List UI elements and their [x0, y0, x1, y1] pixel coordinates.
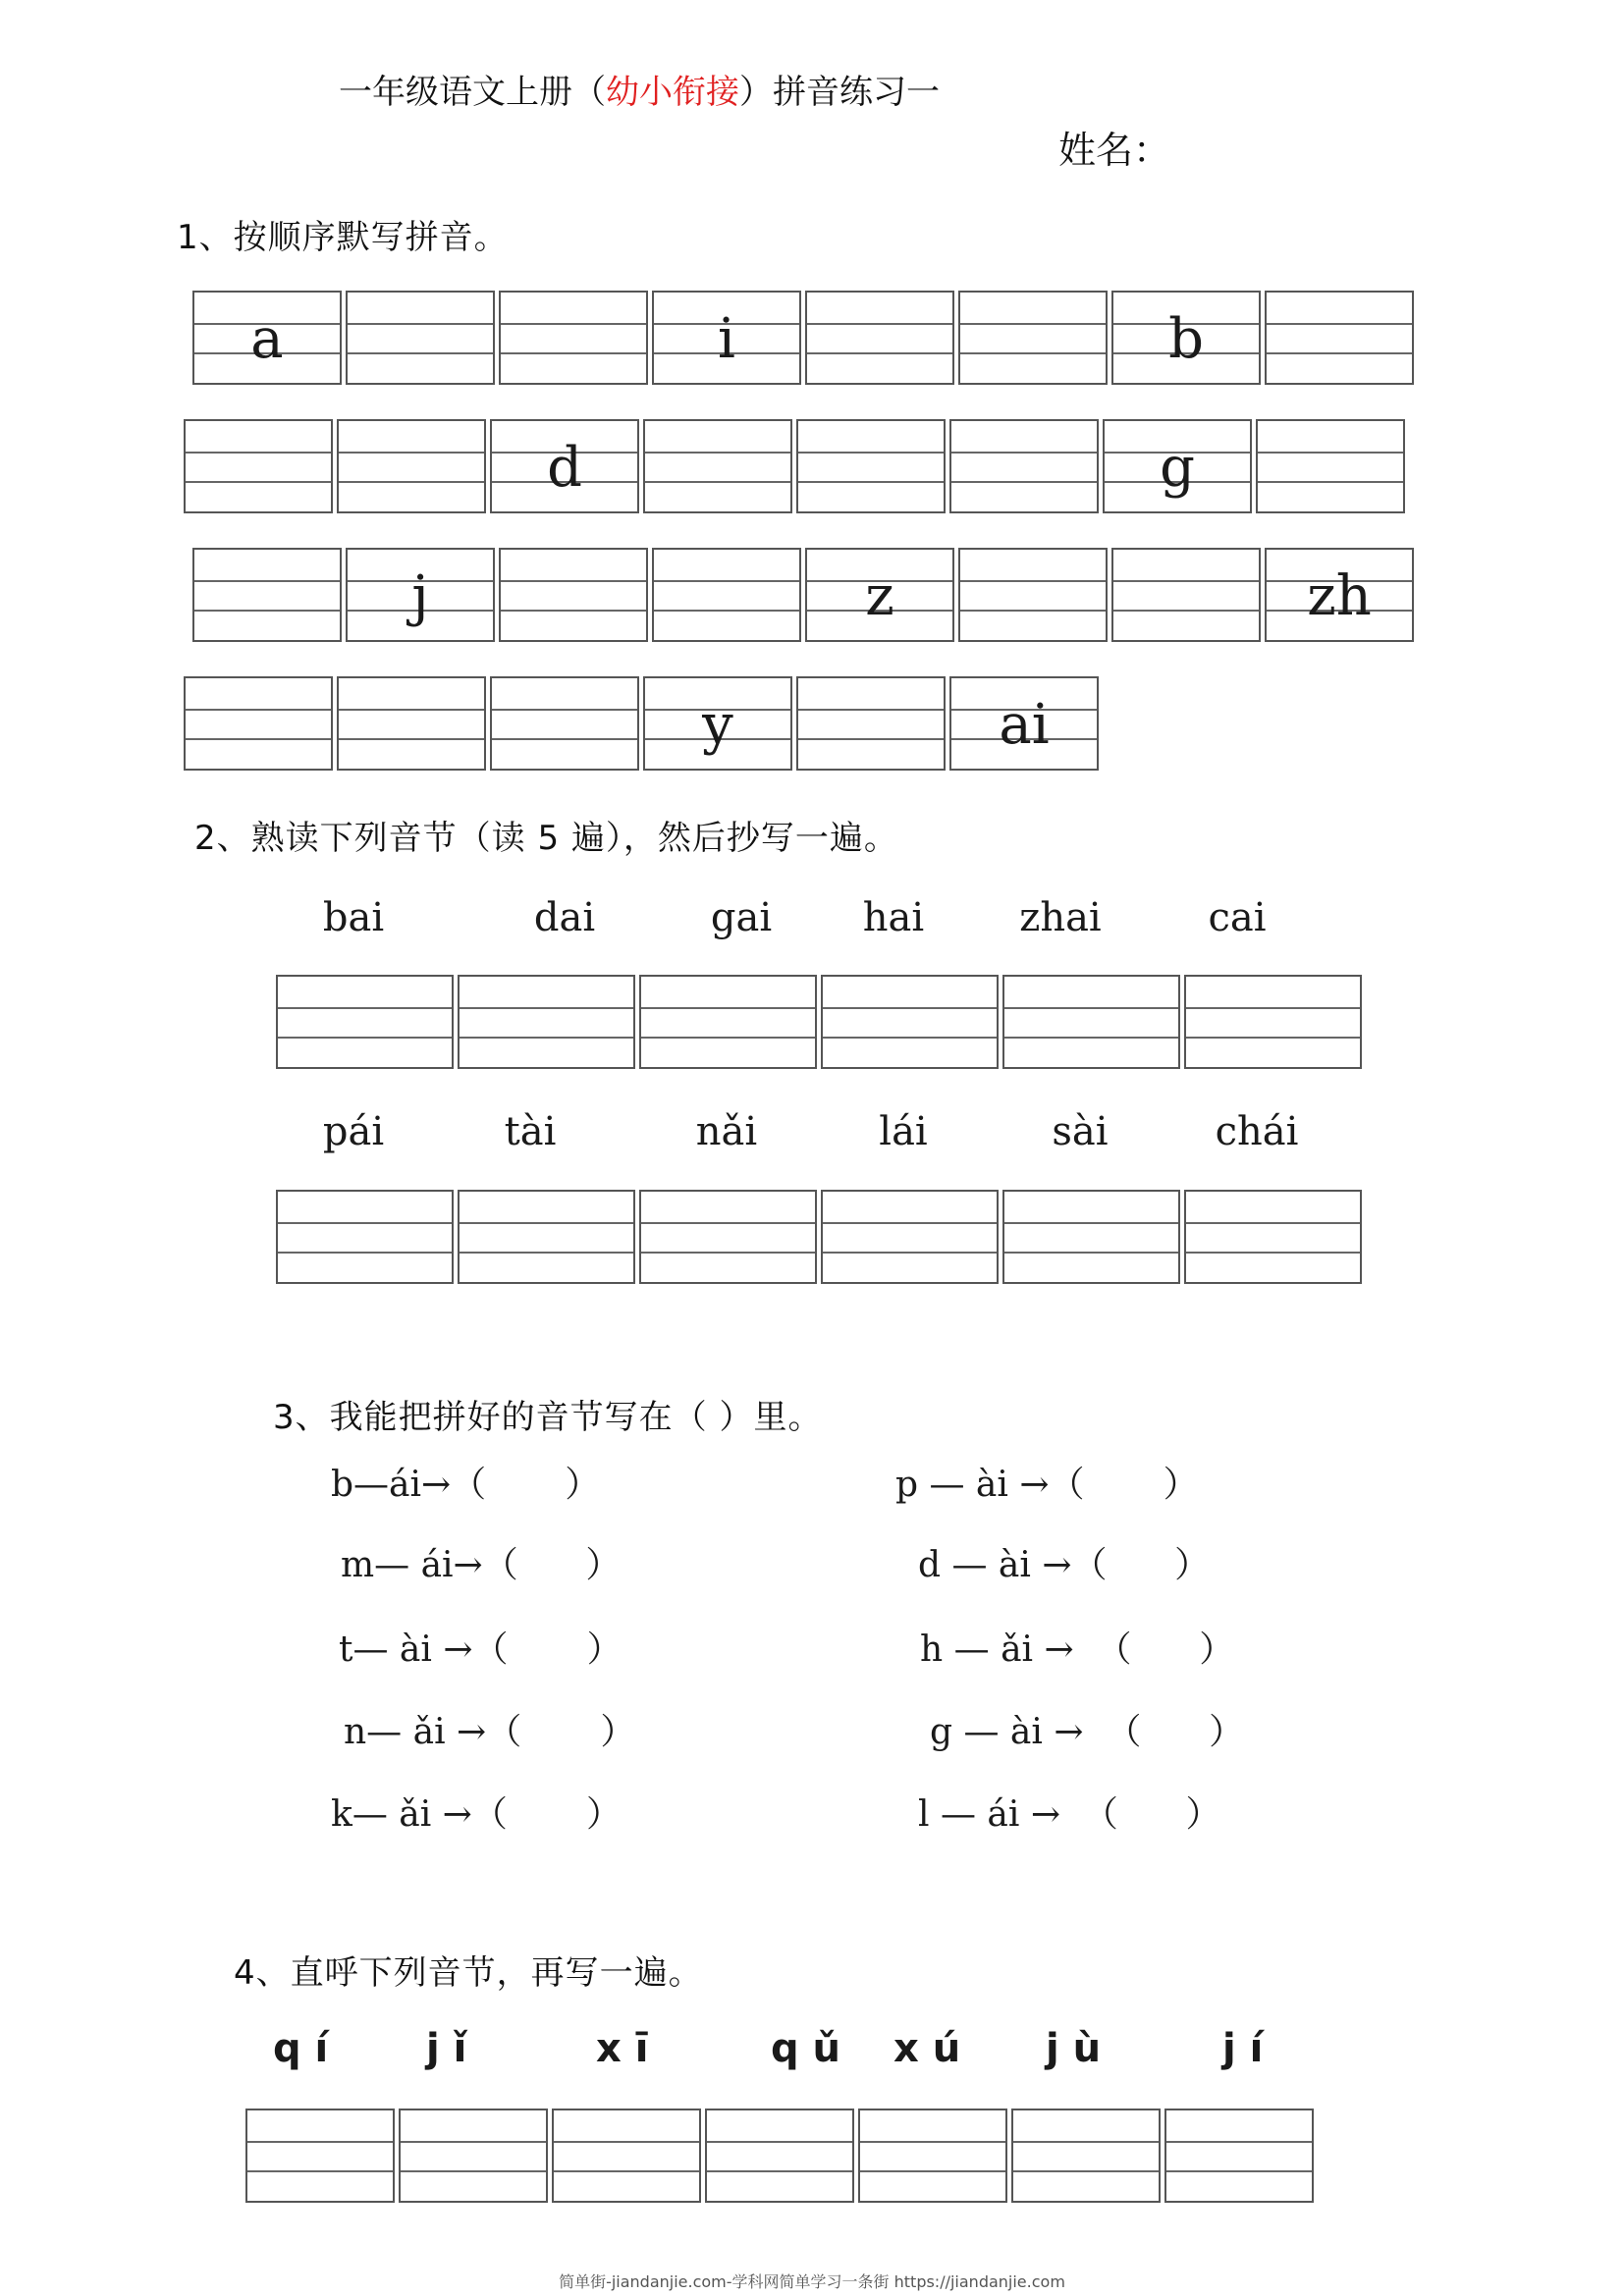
title-highlight: 幼小衔接 [606, 73, 739, 112]
syllable: j ù [1046, 2026, 1102, 2071]
syllable: x ú [893, 2026, 961, 2071]
section4-title: 4、直呼下列音节，再写一遍。 [234, 1953, 703, 1993]
writing-cell[interactable] [796, 676, 946, 771]
writing-cell[interactable] [796, 419, 946, 513]
page-footer: 简单街-jiandanjie.com-学科网简单学习一条街 https://jiandanjie.com [559, 2272, 1065, 2291]
combo-right-3: h — ǎi → （ ） [920, 1629, 1235, 1670]
pinyin-row-3 [192, 548, 1414, 642]
syllable: sài [1052, 1109, 1109, 1154]
writing-cell[interactable] [949, 419, 1099, 513]
cell-letter: zh [1307, 564, 1372, 628]
writing-cell[interactable] [499, 291, 648, 385]
writing-cell[interactable] [652, 548, 801, 642]
writing-cell[interactable] [643, 676, 792, 771]
writing-cell[interactable] [949, 676, 1099, 771]
writing-cell[interactable] [552, 2109, 701, 2203]
writing-cell[interactable] [821, 1190, 999, 1284]
title-prefix: 一年级语文上册（ [339, 73, 606, 112]
name-label: 姓名： [1058, 129, 1171, 172]
writing-cell[interactable] [1184, 1190, 1362, 1284]
writing-cell[interactable] [1011, 2109, 1161, 2203]
cell-letter: i [718, 307, 735, 371]
syllable: q ǔ [771, 2026, 841, 2071]
syllable: zhai [1019, 895, 1102, 940]
writing-cell[interactable] [458, 1190, 635, 1284]
syllable: tài [504, 1109, 557, 1154]
writing-cell[interactable] [1111, 291, 1261, 385]
writing-cell[interactable] [1164, 2109, 1314, 2203]
writing-cell[interactable] [276, 1190, 454, 1284]
syllable: j í [1222, 2026, 1264, 2071]
combo-right-4: g — ài → （ ） [930, 1712, 1245, 1752]
combo-left-5: k— ǎi →（ ） [331, 1794, 622, 1835]
writing-cell[interactable] [705, 2109, 854, 2203]
combo-left-4: n— ǎi →（ ） [344, 1712, 636, 1752]
writing-cell[interactable] [399, 2109, 548, 2203]
cell-letter: b [1168, 307, 1204, 371]
syllable: q í [273, 2026, 329, 2071]
copy-row-3 [245, 2109, 1314, 2203]
section3-title: 3、我能把拼好的音节写在（ ）里。 [273, 1398, 823, 1437]
writing-cell[interactable] [1103, 419, 1252, 513]
syllable: lái [879, 1109, 928, 1154]
syllable: chái [1215, 1109, 1299, 1154]
writing-cell[interactable] [1184, 975, 1362, 1069]
writing-cell[interactable] [639, 975, 817, 1069]
cell-letter: g [1160, 436, 1195, 500]
writing-cell[interactable] [1002, 975, 1180, 1069]
cell-letter: j [411, 564, 429, 628]
cell-letter: a [250, 307, 284, 371]
writing-cell[interactable] [652, 291, 801, 385]
syllable: pái [322, 1109, 385, 1154]
writing-cell[interactable] [337, 419, 486, 513]
syllable: x ī [596, 2026, 649, 2071]
writing-cell[interactable] [858, 2109, 1007, 2203]
writing-cell[interactable] [499, 548, 648, 642]
syllable: gai [710, 895, 773, 940]
writing-cell[interactable] [458, 975, 635, 1069]
cell-letter: d [547, 436, 582, 500]
combo-right-5: l — ái → （ ） [918, 1794, 1221, 1835]
writing-cell[interactable] [958, 548, 1108, 642]
writing-cell[interactable] [490, 419, 639, 513]
combo-left-1: b—ái→（ ） [331, 1465, 601, 1505]
writing-cell[interactable] [184, 419, 333, 513]
cell-letter: y [702, 693, 733, 757]
writing-cell[interactable] [192, 548, 342, 642]
copy-row-1 [276, 975, 1362, 1069]
cell-letter: z [865, 564, 894, 628]
writing-cell[interactable] [346, 291, 495, 385]
syllable-row-2 [275, 1109, 1335, 1154]
writing-cell[interactable] [184, 676, 333, 771]
cell-letter: ai [999, 693, 1050, 757]
syllable: hai [862, 895, 925, 940]
section2-title: 2、熟读下列音节（读 5 遍），然后抄写一遍。 [194, 819, 898, 858]
syllable: j ǐ [426, 2026, 467, 2071]
writing-cell[interactable] [805, 291, 954, 385]
title-suffix: ）拼音练习一 [739, 73, 940, 112]
combo-left-3: t— ài →（ ） [339, 1629, 623, 1670]
writing-cell[interactable] [1111, 548, 1261, 642]
pinyin-row-4 [184, 676, 1099, 771]
writing-cell[interactable] [192, 291, 342, 385]
pinyin-row-2 [184, 419, 1405, 513]
writing-cell[interactable] [958, 291, 1108, 385]
combo-left-2: m— ái→（ ） [341, 1545, 622, 1585]
combo-right-2: d — ài →（ ） [918, 1545, 1211, 1585]
syllable-row-1 [275, 895, 1316, 940]
combo-right-1: p — ài →（ ） [895, 1465, 1199, 1505]
writing-cell[interactable] [643, 419, 792, 513]
writing-cell[interactable] [276, 975, 454, 1069]
writing-cell[interactable] [1265, 291, 1414, 385]
copy-row-2 [276, 1190, 1362, 1284]
page-title [339, 65, 940, 113]
syllable: nǎi [695, 1109, 758, 1154]
writing-cell[interactable] [1265, 548, 1414, 642]
writing-cell[interactable] [805, 548, 954, 642]
syllable: cai [1208, 895, 1267, 940]
pinyin-row-1 [192, 291, 1414, 385]
writing-cell[interactable] [245, 2109, 395, 2203]
writing-cell[interactable] [1256, 419, 1405, 513]
syllable: dai [533, 895, 596, 940]
section1-title: 1、按顺序默写拼音。 [177, 218, 509, 257]
writing-cell[interactable] [1002, 1190, 1180, 1284]
writing-cell[interactable] [337, 676, 486, 771]
writing-cell[interactable] [490, 676, 639, 771]
writing-cell[interactable] [639, 1190, 817, 1284]
syllable: bai [322, 895, 385, 940]
writing-cell[interactable] [821, 975, 999, 1069]
writing-cell[interactable] [346, 548, 495, 642]
